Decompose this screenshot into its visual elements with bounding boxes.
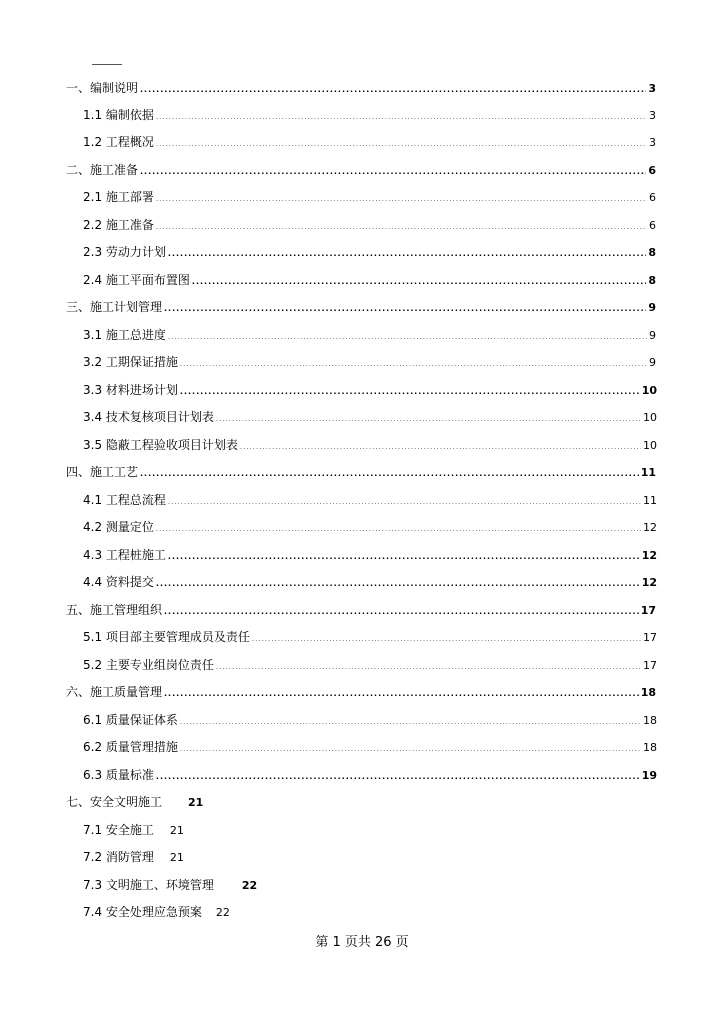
toc-entry[interactable] [83,573,657,591]
toc-entry-label: 五、施工管理组织 [66,603,163,617]
toc-entry[interactable] [83,188,656,206]
toc-entry-label: 6.1 质量保证体系 [83,713,178,727]
toc-entry[interactable] [83,656,657,674]
toc-entry[interactable] [66,601,656,619]
toc-entry-page: 11 [640,466,656,479]
toc-leader [240,438,641,456]
toc-entry-label: 3.5 隐蔽工程验收项目计划表 [83,438,238,452]
toc-entry-label: 2.1 施工部署 [83,190,154,204]
toc-entry[interactable] [83,326,656,344]
toc-entry-label: 6.3 质量标准 [83,768,154,782]
toc-entry[interactable] [83,436,657,454]
toc-entry-label: 七、安全文明施工 [66,795,163,809]
toc-entry-page: 17 [643,659,657,672]
toc-leader [156,218,647,236]
toc-entry[interactable] [83,216,656,234]
toc-entry-label: 3.2 工期保证措施 [83,355,178,369]
toc-entry[interactable] [83,408,657,426]
toc-entry-label: 1.1 编制依据 [83,108,154,122]
toc-entry-label: 7.3 文明施工、环境管理 [83,878,214,892]
toc-entry[interactable] [83,106,656,124]
toc-entry-page: 6 [648,164,656,177]
toc-entry[interactable] [83,848,184,866]
toc-leader [180,740,641,758]
toc-leader [168,328,647,346]
toc-entry-page: 18 [643,741,657,754]
toc-entry-label: 二、施工准备 [66,163,139,177]
toc-leader [168,245,646,263]
toc-entry-page: 8 [648,246,656,259]
toc-entry-label: 3.4 技术复核项目计划表 [83,410,214,424]
toc-entry-page: 8 [648,274,656,287]
toc-entry[interactable] [83,243,656,261]
toc-entry[interactable] [83,133,656,151]
toc-leader [156,190,647,208]
toc-entry-page: 10 [641,384,657,397]
toc-entry[interactable] [66,298,656,316]
toc-entry-label: 4.3 工程桩施工 [83,548,166,562]
toc-entry-page: 19 [641,769,657,782]
toc-entry-page: 9 [648,301,656,314]
toc-entry-page: 9 [649,329,656,342]
toc-entry[interactable] [83,271,656,289]
toc-entry-label: 5.2 主要专业组岗位责任 [83,658,214,672]
toc-entry-page: 21 [169,824,184,837]
toc-leader [140,465,639,483]
toc-entry-page: 10 [643,411,657,424]
toc-entry[interactable] [83,491,657,509]
toc-entry[interactable] [66,463,656,481]
page-indicator: 第 1 页共 26 页 [315,935,409,950]
toc-leader [156,768,640,786]
toc-leader [164,685,639,703]
toc-entry-page: 22 [215,906,230,919]
toc-entry-label: 四、施工工艺 [66,465,139,479]
toc-entry-page: 17 [640,604,656,617]
toc-entry-page: 3 [648,82,656,95]
toc-entry[interactable] [83,821,184,839]
toc-entry-label: 2.2 施工准备 [83,218,154,232]
toc-entry-page: 6 [649,191,656,204]
toc-leader [216,658,641,676]
toc-entry-page: 3 [649,136,656,149]
toc-entry-label: 6.2 质量管理措施 [83,740,178,754]
toc-entry-page: 10 [643,439,657,452]
toc-entry-label: 2.4 施工平面布置图 [83,273,190,287]
toc-entry-label: 三、施工计划管理 [66,300,163,314]
toc-leader [140,81,646,99]
toc-leader [180,383,640,401]
toc-entry-page: 6 [649,219,656,232]
toc-entry[interactable] [83,766,657,784]
toc-entry[interactable] [83,546,657,564]
toc-leader [164,603,639,621]
toc-leader [192,273,646,291]
toc-entry-page: 9 [649,356,656,369]
toc-entry-label: 六、施工质量管理 [66,685,163,699]
toc-entry[interactable] [66,793,203,811]
toc-entry-label: 一、编制说明 [66,81,139,95]
toc-entry[interactable] [83,381,657,399]
toc-entry[interactable] [66,161,656,179]
toc-entry[interactable] [83,518,657,536]
toc-leader [180,355,647,373]
toc-entry-label: 4.4 资料提交 [83,575,154,589]
toc-entry-page: 12 [641,549,657,562]
toc-entry-page: 11 [643,494,657,507]
toc-entry[interactable] [83,353,656,371]
toc-leader [164,300,646,318]
page-footer [0,934,724,952]
toc-entry-page: 18 [643,714,657,727]
toc-entry-label: 3.1 施工总进度 [83,328,166,342]
toc-entry-label: 2.3 劳动力计划 [83,245,166,259]
toc-leader [168,548,640,566]
toc-entry[interactable] [83,628,657,646]
toc-leader [180,713,641,731]
toc-entry-page: 21 [188,796,204,809]
toc-leader [140,163,646,181]
toc-entry[interactable] [66,683,656,701]
toc-entry-label: 4.1 工程总流程 [83,493,166,507]
toc-entry-label: 3.3 材料进场计划 [83,383,178,397]
toc-leader [252,630,641,648]
toc-entry[interactable] [83,876,257,894]
toc-entry[interactable] [83,903,230,921]
toc-entry[interactable] [83,738,657,756]
toc-entry-page: 21 [169,851,184,864]
toc-entry-page: 18 [640,686,656,699]
toc-entry-label: 7.1 安全施工 [83,823,154,837]
toc-entry-page: 12 [643,521,657,534]
toc-leader [156,575,640,593]
toc-entry[interactable] [66,79,656,97]
toc-entry-page: 17 [643,631,657,644]
toc-entry[interactable] [83,711,657,729]
toc-entry-label: 1.2 工程概况 [83,135,154,149]
toc-entry-page: 12 [641,576,657,589]
toc-entry-label: 4.2 测量定位 [83,520,154,534]
toc-entry-label: 7.4 安全处理应急预案 [83,905,202,919]
toc-leader [156,108,647,126]
toc-entry-label: 5.1 项目部主要管理成员及责任 [83,630,250,644]
toc-leader [216,410,641,428]
toc-leader [156,135,647,153]
toc-entry-page: 3 [649,109,656,122]
toc-leader [168,493,641,511]
toc-leader [156,520,641,538]
toc-entry-page: 22 [241,879,258,892]
toc-entry-label: 7.2 消防管理 [83,850,154,864]
